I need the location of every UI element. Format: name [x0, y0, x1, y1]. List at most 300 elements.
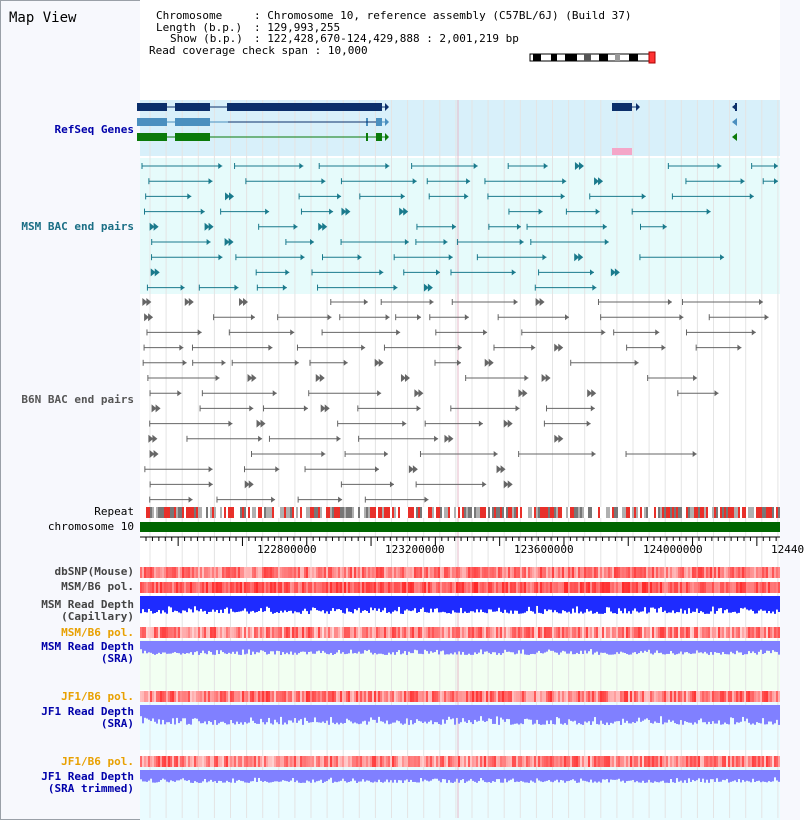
jf1-trim-depth-bar [598, 770, 600, 782]
repeat-segment [550, 507, 552, 518]
msm-pol2-stripe [200, 627, 202, 638]
msm-pol-stripe [744, 582, 746, 593]
jf1-sra-depth-bar [314, 705, 316, 717]
dbsnp-stripe [304, 567, 306, 578]
dbsnp-stripe [348, 567, 350, 578]
msm-pol2-stripe [316, 627, 318, 638]
jf1-pol2-stripe [690, 756, 692, 767]
repeat-segment [446, 507, 448, 518]
jf1-pol-stripe [556, 691, 558, 702]
jf1-pol-stripe [364, 691, 366, 702]
repeat-segment [538, 507, 540, 518]
msm-sra-depth-bar [270, 641, 272, 651]
jf1-pol2-stripe [490, 756, 492, 767]
jf1-trim-depth-bar [210, 770, 212, 780]
msm-pol2-stripe [184, 627, 186, 638]
dbsnp-stripe [664, 567, 666, 578]
jf1-sra-depth-bar [604, 705, 606, 725]
repeat-segment [254, 507, 256, 518]
jf1-sra-depth-bar [704, 705, 706, 722]
repeat-segment [528, 507, 530, 518]
jf1-pol-stripe [360, 691, 362, 702]
msm-capillary-depth-bar [580, 596, 582, 612]
jf1-pol-stripe [632, 691, 634, 702]
jf1-sra-depth-bar [548, 705, 550, 724]
jf1-sra-depth-bar [188, 705, 190, 724]
jf1-sra-depth-bar [416, 705, 418, 719]
msm-pol-stripe [248, 582, 250, 593]
jf1-trim-depth-bar [470, 770, 472, 779]
jf1-sra-depth-bar [694, 705, 696, 722]
jf1-pol-stripe [288, 691, 290, 702]
msm-sra-depth-bar [288, 641, 290, 654]
msm-capillary-depth-bar [338, 596, 340, 609]
jf1-pol-stripe [192, 691, 194, 702]
msm-pol2-stripe [466, 627, 468, 638]
repeat-segment [328, 507, 330, 518]
dbsnp-stripe [244, 567, 246, 578]
msm-capillary-depth-bar [344, 596, 346, 614]
msm-pol2-stripe [646, 627, 648, 638]
msm-sra-depth-bar [686, 641, 688, 652]
msm-sra-depth-bar [610, 641, 612, 655]
msm-sra-depth-bar [258, 641, 260, 653]
msm-sra-depth-bar [474, 641, 476, 652]
jf1-trim-depth-bar [660, 770, 662, 781]
dbsnp-stripe [748, 567, 750, 578]
msm-sra-depth-bar [292, 641, 294, 655]
msm-pol2-stripe [548, 627, 550, 638]
jf1-pol2-stripe [424, 756, 426, 767]
jf1-pol2-stripe [472, 756, 474, 767]
msm-sra-depth-bar [442, 641, 444, 651]
jf1-trim-depth-bar [462, 770, 464, 779]
dbsnp-stripe [618, 567, 620, 578]
repeat-segment [698, 507, 700, 518]
jf1-pol2-stripe [504, 756, 506, 767]
jf1-pol-stripe [212, 691, 214, 702]
dbsnp-stripe [662, 567, 664, 578]
dbsnp-stripe [464, 567, 466, 578]
dbsnp-stripe [648, 567, 650, 578]
msm-pol-stripe [168, 582, 170, 593]
msm-capillary-depth-bar [688, 596, 690, 608]
jf1-trim-depth-bar [772, 770, 774, 781]
jf1-pol2-stripe [340, 756, 342, 767]
msm-sra-depth-bar [448, 641, 450, 654]
repeat-segment [450, 507, 452, 518]
msm-pol-stripe [612, 582, 614, 593]
jf1-depth-sra-label [0, 706, 134, 730]
repeat-segment [174, 507, 176, 518]
jf1-sra-depth-bar [288, 705, 290, 720]
msm-pol-stripe [324, 582, 326, 593]
dbsnp-stripe [700, 567, 702, 578]
repeat-segment [600, 507, 602, 518]
jf1-pol-stripe [430, 691, 432, 702]
msm-pol-stripe [164, 582, 166, 593]
jf1-pol-stripe [732, 691, 734, 702]
jf1-pol2-stripe [152, 756, 154, 767]
jf1-trim-depth-bar [516, 770, 518, 782]
jf1-pol-stripe [704, 691, 706, 702]
jf1-sra-depth-bar [190, 705, 192, 725]
msm-capillary-depth-bar [714, 596, 716, 614]
msm-capillary-depth-bar [374, 596, 376, 608]
jf1-pol-stripe [562, 691, 564, 702]
jf1-pol2-stripe [430, 756, 432, 767]
jf1-pol-stripe [716, 691, 718, 702]
msm-pol2-stripe [360, 627, 362, 638]
jf1-trim-depth-bar [384, 770, 386, 782]
msm-pol-stripe [646, 582, 648, 593]
msm-capillary-depth-bar [610, 596, 612, 612]
dbsnp-stripe [352, 567, 354, 578]
msm-capillary-depth-bar [634, 596, 636, 608]
msm-pol2-stripe [176, 627, 178, 638]
jf1-trim-depth-bar [256, 770, 258, 782]
jf1-pol-stripe [676, 691, 678, 702]
dbsnp-stripe [334, 567, 336, 578]
jf1-sra-depth-bar [464, 705, 466, 722]
jf1-sra-depth-bar [762, 705, 764, 718]
msm-capillary-depth-bar [150, 596, 152, 611]
repeat-segment [666, 507, 668, 518]
repeat-segment [616, 507, 618, 518]
msm-pol-stripe [246, 582, 248, 593]
repeat-segment [226, 507, 228, 518]
jf1-trim-depth-bar [688, 770, 690, 778]
jf1-sra-depth-bar [610, 705, 612, 723]
msm-sra-depth-bar [228, 641, 230, 653]
dbsnp-stripe [436, 567, 438, 578]
msm-capillary-depth-bar [256, 596, 258, 612]
msm-pol-stripe [596, 582, 598, 593]
jf1-pol-stripe [250, 691, 252, 702]
jf1-trim-depth-bar [602, 770, 604, 779]
jf1-pol-stripe [276, 691, 278, 702]
dbsnp-stripe [670, 567, 672, 578]
jf1-pol-stripe [270, 691, 272, 702]
msm-pol2-stripe [154, 627, 156, 638]
msm-capillary-depth-bar [620, 596, 622, 611]
dbsnp-stripe [530, 567, 532, 578]
repeat-segment [352, 507, 354, 518]
dbsnp-stripe [778, 567, 780, 578]
jf1-pol-stripe [768, 691, 770, 702]
jf1-trim-depth-bar [296, 770, 298, 781]
dbsnp-stripe [752, 567, 754, 578]
jf1-pol-stripe [626, 691, 628, 702]
jf1-trim-depth-bar [542, 770, 544, 782]
msm-sra-depth-bar [140, 641, 142, 649]
repeat-segment [390, 507, 392, 518]
msm-sra-depth-bar [264, 641, 266, 652]
jf1-sra-depth-bar [752, 705, 754, 723]
msm-sra-depth-bar [256, 641, 258, 652]
msm-sra-depth-bar [252, 641, 254, 652]
jf1-pol2-stripe [386, 756, 388, 767]
dbsnp-stripe [668, 567, 670, 578]
msm-pol2-stripe [352, 627, 354, 638]
msm-pol-stripe [396, 582, 398, 593]
msm-pol-stripe [678, 582, 680, 593]
jf1-pol-stripe [540, 691, 542, 702]
dbsnp-stripe [638, 567, 640, 578]
msm-pol-stripe [770, 582, 772, 593]
jf1-sra-depth-bar [482, 705, 484, 721]
jf1-trim-depth-bar [266, 770, 268, 782]
msm-capillary-depth-bar [336, 596, 338, 609]
msm-pol-stripe [402, 582, 404, 593]
jf1-trim-depth-bar [766, 770, 768, 782]
msm-pol-stripe [572, 582, 574, 593]
msm-sra-depth-bar [538, 641, 540, 651]
msm-pol2-stripe [440, 627, 442, 638]
dbsnp-stripe [646, 567, 648, 578]
jf1-trim-depth-bar [716, 770, 718, 778]
jf1-pol2-stripe [170, 756, 172, 767]
jf1-trim-depth-bar [426, 770, 428, 781]
jf1-trim-depth-bar [748, 770, 750, 781]
jf1-pol2-stripe [158, 756, 160, 767]
msm-depth-capillary-line2: (Capillary) [61, 610, 134, 623]
repeat-segment [348, 507, 350, 518]
repeat-segment [498, 507, 500, 518]
msm-pol-stripe [224, 582, 226, 593]
jf1-pol2-stripe [622, 756, 624, 767]
msm-pol2-stripe [502, 627, 504, 638]
jf1-sra-depth-bar [586, 705, 588, 723]
dbsnp-stripe [626, 567, 628, 578]
msm-capillary-depth-bar [720, 596, 722, 608]
jf1-sra-depth-bar [304, 705, 306, 718]
jf1-trim-depth-bar [502, 770, 504, 783]
jf1-sra-depth-bar [778, 705, 780, 725]
dbsnp-stripe [502, 567, 504, 578]
msm-capillary-depth-bar [312, 596, 314, 607]
msm-sra-depth-bar [148, 641, 150, 652]
jf1-pol-stripe [312, 691, 314, 702]
repeat-segment [198, 507, 200, 518]
msm-pol2-stripe [734, 627, 736, 638]
msm-pol-stripe [492, 582, 494, 593]
msm-capillary-depth-bar [588, 596, 590, 611]
msm-pol2-stripe [656, 627, 658, 638]
jf1-trim-depth-bar [482, 770, 484, 780]
msm-sra-depth-bar [406, 641, 408, 655]
jf1-trim-depth-bar [196, 770, 198, 782]
repeat-segment [634, 507, 636, 518]
jf1-trim-depth-bar [626, 770, 628, 781]
msm-sra-depth-bar [752, 641, 754, 651]
repeat-segment [744, 507, 746, 518]
jf1-sra-depth-bar [384, 705, 386, 723]
msm-pol-stripe [200, 582, 202, 593]
jf1-trim-depth-bar [430, 770, 432, 781]
msm-pol-stripe [608, 582, 610, 593]
msm-sra-depth-bar [238, 641, 240, 655]
jf1-trim-depth-bar [702, 770, 704, 779]
jf1-pol-stripe [422, 691, 424, 702]
jf1-pol-stripe [662, 691, 664, 702]
jf1-sra-depth-bar [678, 705, 680, 724]
jf1-pol-stripe [416, 691, 418, 702]
msm-sra-depth-bar [600, 641, 602, 653]
jf1-sra-depth-bar [456, 705, 458, 718]
jf1-trim-depth-bar [484, 770, 486, 782]
dbsnp-stripe [226, 567, 228, 578]
repeat-segment [766, 507, 768, 518]
repeat-segment [520, 507, 522, 518]
dbsnp-stripe [490, 567, 492, 578]
dbsnp-stripe [686, 567, 688, 578]
dbsnp-stripe [442, 567, 444, 578]
msm-sra-depth-bar [778, 641, 780, 655]
msm-pol2-stripe [148, 627, 150, 638]
msm-capillary-depth-bar [594, 596, 596, 613]
msm-capillary-depth-bar [328, 596, 330, 614]
jf1-trim-depth-bar [224, 770, 226, 783]
jf1-sra-depth-bar [398, 705, 400, 721]
msm-capillary-depth-bar [164, 596, 166, 612]
msm-pol2-stripe [364, 627, 366, 638]
jf1-trim-depth-bar [710, 770, 712, 779]
refseq-gene-exon [376, 118, 382, 126]
msm-capillary-depth-bar [458, 596, 460, 613]
jf1-pol2-stripe [474, 756, 476, 767]
msm-sra-depth-bar [446, 641, 448, 654]
dbsnp-stripe [206, 567, 208, 578]
msm-sra-depth-bar [476, 641, 478, 654]
jf1-pol-stripe [624, 691, 626, 702]
jf1-sra-depth-bar [424, 705, 426, 722]
chromosome-ideogram[interactable] [529, 52, 659, 64]
repeat-segment [170, 507, 172, 518]
jf1-sra-depth-bar [186, 705, 188, 725]
jf1-pol2-stripe [226, 756, 228, 767]
jf1-pol-stripe [514, 691, 516, 702]
right-margin [780, 0, 800, 820]
jf1-pol2-stripe [422, 756, 424, 767]
jf1-trim-depth-bar [396, 770, 398, 783]
jf1-pol2-stripe [376, 756, 378, 767]
repeat-segment [644, 507, 646, 518]
msm-pol-stripe [580, 582, 582, 593]
jf1-pol2-stripe [348, 756, 350, 767]
msm-pol2-stripe [356, 627, 358, 638]
jf1-sra-depth-bar [590, 705, 592, 725]
jf1-pol-stripe [300, 691, 302, 702]
jf1-sra-depth-bar [380, 705, 382, 721]
dbsnp-stripe [232, 567, 234, 578]
repeat-segment [368, 507, 370, 518]
jf1-pol-stripe [320, 691, 322, 702]
dbsnp-stripe [594, 567, 596, 578]
jf1-pol-stripe [554, 691, 556, 702]
jf1-pol-stripe [378, 691, 380, 702]
dbsnp-stripe [556, 567, 558, 578]
msm-pol2-stripe [318, 627, 320, 638]
repeat-segment [428, 507, 430, 518]
jf1-trim-depth-bar [600, 770, 602, 783]
msm-pol2-stripe [392, 627, 394, 638]
msm-pol2-stripe [384, 627, 386, 638]
dbsnp-stripe [276, 567, 278, 578]
msm-capillary-depth-bar [252, 596, 254, 611]
jf1-sra-depth-bar [234, 705, 236, 724]
msm-capillary-depth-bar [420, 596, 422, 609]
msm-pol2-stripe [580, 627, 582, 638]
jf1-sra-depth-bar [602, 705, 604, 724]
dbsnp-stripe [222, 567, 224, 578]
dbsnp-stripe [616, 567, 618, 578]
msm-pol2-stripe [280, 627, 282, 638]
msm-sra-depth-bar [656, 641, 658, 650]
repeat-segment [412, 507, 414, 518]
jf1-trim-depth-bar [446, 770, 448, 783]
dbsnp-stripe [676, 567, 678, 578]
msm-pol2-stripe [490, 627, 492, 638]
jf1-sra-depth-bar [394, 705, 396, 723]
jf1-pol2-stripe [426, 756, 428, 767]
msm-pol2-stripe [156, 627, 158, 638]
msm-pol2-stripe [386, 627, 388, 638]
msm-pol2-stripe [278, 627, 280, 638]
msm-pol-stripe [142, 582, 144, 593]
msm-capillary-depth-bar [444, 596, 446, 612]
msm-pol2-stripe [362, 627, 364, 638]
msm-capillary-depth-bar [706, 596, 708, 614]
repeat-segment [234, 507, 236, 518]
msm-sra-depth-bar [674, 641, 676, 655]
dbsnp-stripe [766, 567, 768, 578]
msm-pol-stripe [528, 582, 530, 593]
msm-pol2-stripe [622, 627, 624, 638]
msm-sra-depth-bar [518, 641, 520, 650]
jf1-trim-depth-bar [250, 770, 252, 781]
msm-pol2-stripe [146, 627, 148, 638]
jf1-pol2-stripe [274, 756, 276, 767]
msm-pol2-stripe [772, 627, 774, 638]
jf1-pol2-stripe [182, 756, 184, 767]
refseq-genes-label: RefSeq Genes [54, 123, 134, 136]
dbsnp-stripe [256, 567, 258, 578]
msm-pol-stripe [350, 582, 352, 593]
msm-pol2-stripe [642, 627, 644, 638]
jf1-pol-stripe [356, 691, 358, 702]
jf1-pol-stripe [564, 691, 566, 702]
msm-capillary-depth-bar [282, 596, 284, 612]
dbsnp-stripe [218, 567, 220, 578]
dbsnp-stripe [460, 567, 462, 578]
jf1-sra-depth-bar [492, 705, 494, 724]
msm-capillary-depth-bar [542, 596, 544, 614]
jf1-pol2-stripe [372, 756, 374, 767]
repeat-segment [706, 507, 708, 518]
jf1-trim-depth-bar [474, 770, 476, 782]
jf1-pol-stripe [668, 691, 670, 702]
jf1-sra-depth-bar [364, 705, 366, 721]
msm-pol-stripe [476, 582, 478, 593]
msm-capillary-depth-bar [652, 596, 654, 608]
jf1-pol-stripe [184, 691, 186, 702]
msm-sra-depth-bar [408, 641, 410, 652]
jf1-trim-depth-bar [572, 770, 574, 779]
repeat-segment [660, 507, 662, 518]
msm-sra-depth-bar [166, 641, 168, 654]
msm-sra-depth-bar [598, 641, 600, 655]
